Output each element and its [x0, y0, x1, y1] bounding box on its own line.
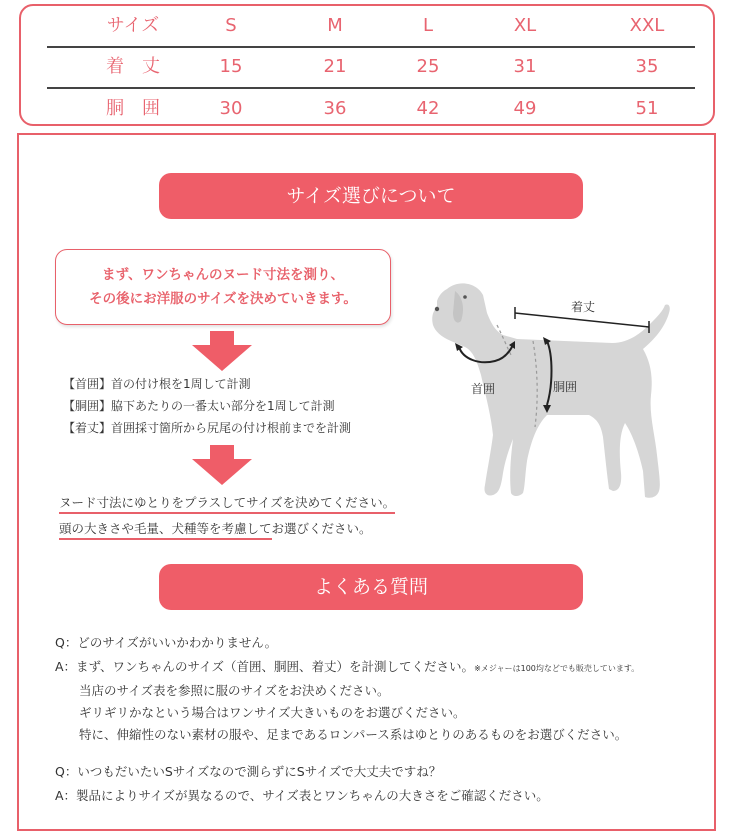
- down-arrow-icon: [192, 331, 252, 371]
- header-cell: M: [327, 15, 343, 36]
- table-row: [51, 49, 693, 85]
- table-cell: 21: [323, 56, 347, 77]
- table-cell: 着 丈: [106, 56, 160, 77]
- neck-label: 首囲: [471, 382, 496, 396]
- advice-text: ヌード寸法にゆとりをプラスしてサイズを決めてください。: [59, 495, 395, 514]
- faq-banner: よくある質問: [159, 564, 583, 610]
- down-arrow-icon: [192, 445, 252, 485]
- header-cell: L: [422, 15, 434, 36]
- faq-answer: A：製品によりサイズが異なるので、サイズ表とワンちゃんの大きさをご確認ください。: [55, 788, 549, 803]
- length-label: 着丈: [571, 300, 596, 314]
- table-cell: 31: [513, 56, 537, 77]
- faq-answer-line: 当店のサイズ表を参照に服のサイズをお決めください。: [79, 683, 390, 698]
- note-line: まず、ワンちゃんのヌード寸法を測り、: [102, 267, 344, 283]
- table-cell: 30: [219, 98, 243, 119]
- advice-text: お選びください。: [271, 521, 372, 536]
- faq-answer-line: ギリギリかなという場合はワンサイズ大きいものをお選びください。: [79, 705, 466, 720]
- table-cell: 35: [635, 56, 659, 77]
- note-line: その後にお洋服のサイズを決めていきます。: [89, 291, 357, 307]
- size-guide-panel: [17, 133, 716, 831]
- measure-note: [55, 249, 391, 325]
- table-cell: 51: [635, 98, 659, 119]
- table-divider: [47, 46, 695, 48]
- header-cell: XXL: [629, 15, 665, 36]
- advice-line: [59, 493, 395, 514]
- size-table: [19, 4, 715, 126]
- step-chest: 【胴囲】脇下あたりの一番太い部分を1周して計測: [63, 399, 335, 413]
- table-cell: 25: [416, 56, 440, 77]
- size-guide-banner: サイズ選びについて: [159, 173, 583, 219]
- faq-question: Q：どのサイズがいいかわかりません。: [55, 635, 278, 650]
- step-neck: 【首囲】首の付け根を1周して計測: [63, 377, 251, 391]
- table-cell: 42: [416, 98, 440, 119]
- header-cell: XL: [513, 15, 537, 36]
- table-cell: 36: [323, 98, 347, 119]
- advice-text: 頭の大きさや毛量、犬種等を考慮して: [59, 521, 272, 540]
- header-cell: S: [225, 15, 237, 36]
- table-cell: 胴 囲: [106, 98, 160, 119]
- table-divider: [47, 87, 695, 89]
- faq-answer: [55, 657, 639, 675]
- faq-question: Q：いつもだいたいSサイズなので測らずにSサイズで大丈夫ですね？: [55, 764, 442, 779]
- header-cell: サイズ: [106, 15, 160, 36]
- table-cell: 49: [513, 98, 537, 119]
- table-row: [51, 91, 693, 127]
- table-cell: 15: [219, 56, 243, 77]
- faq-answer-text: A：まず、ワンちゃんのサイズ（首囲、胴囲、着丈）を計測してください。: [55, 659, 475, 674]
- faq-answer-line: 特に、伸縮性のない素材の服や、足まであるロンパース系はゆとりのあるものをお選びください。: [79, 727, 628, 742]
- step-length: 【着丈】首囲採寸箇所から尻尾の付け根前までを計測: [63, 421, 352, 435]
- size-table-header: [51, 8, 693, 44]
- dog-illustration: [407, 275, 677, 515]
- chest-label: 胴囲: [553, 380, 578, 394]
- faq-note: ※メジャーは100均などでも販売しています。: [474, 664, 640, 673]
- advice-line: [59, 519, 372, 540]
